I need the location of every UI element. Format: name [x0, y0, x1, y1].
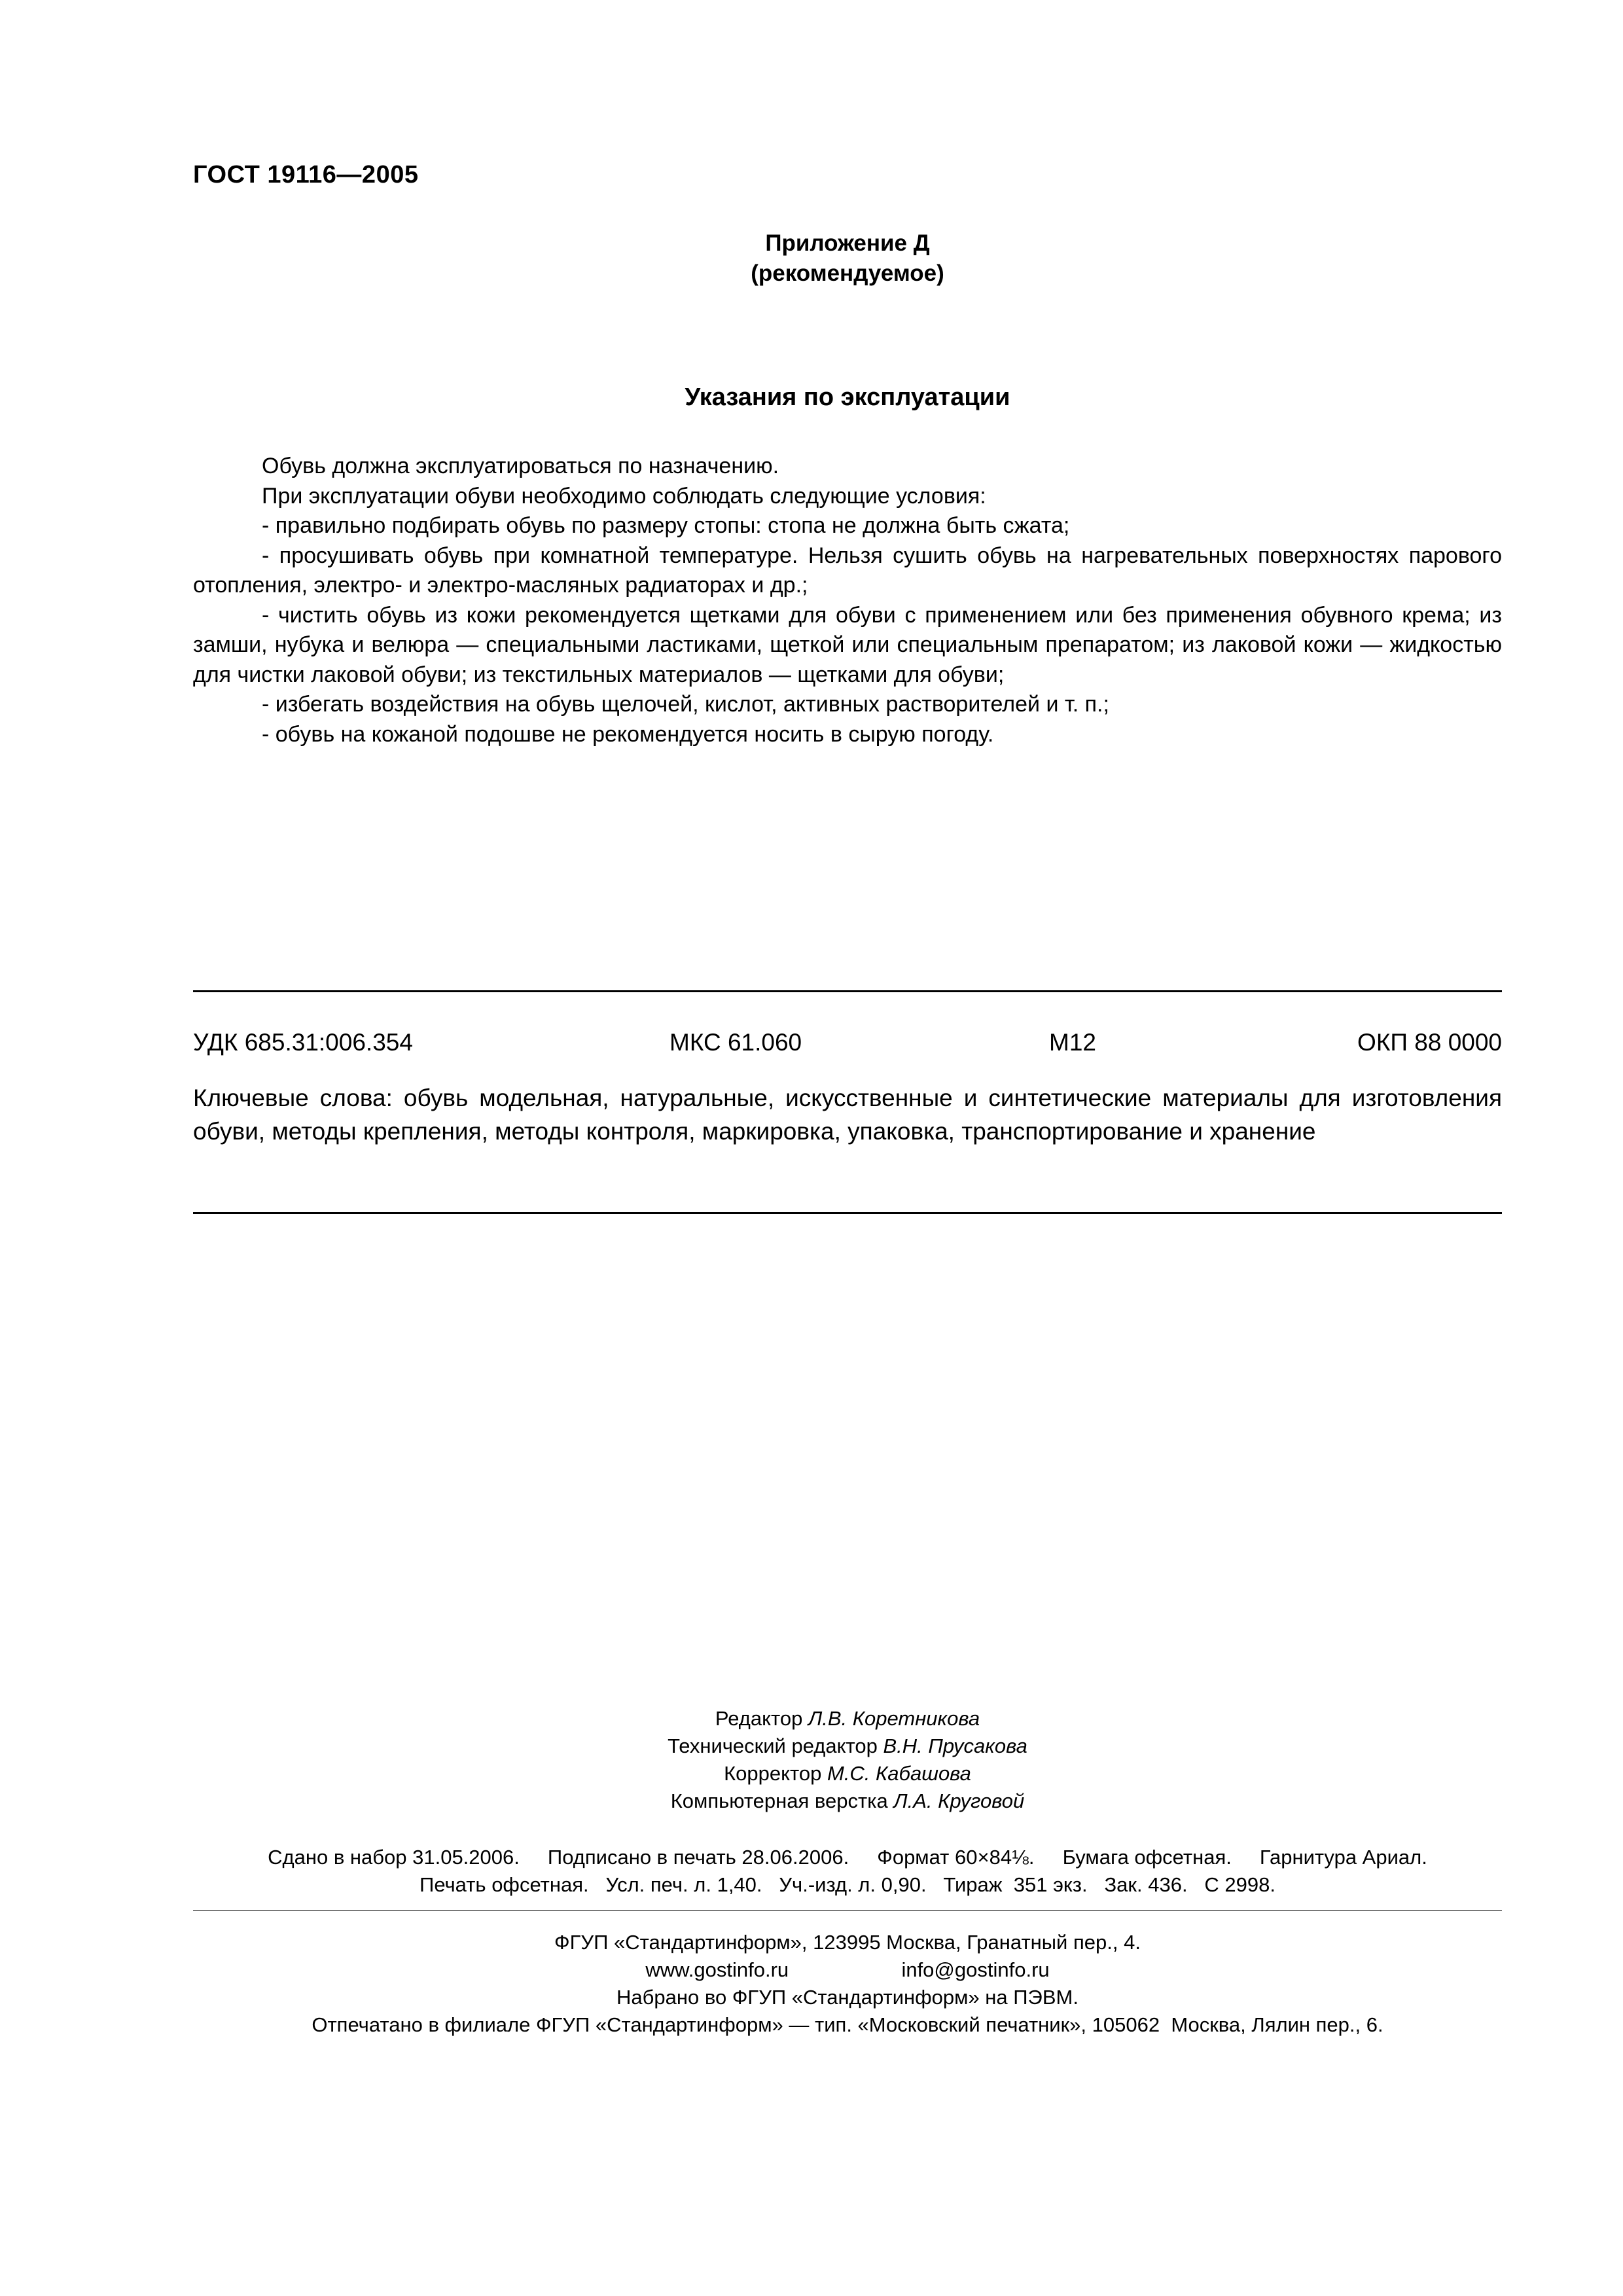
credit-role: Корректор: [724, 1762, 822, 1785]
credit-line: [193, 1789, 1502, 1813]
publisher-address: ФГУП «Стандартинформ», 123995 Москва, Гранатный пер., 4.: [554, 1931, 1141, 1954]
credit-role: Компьютерная верстка: [670, 1789, 888, 1812]
m-code: М12: [1049, 1029, 1096, 1056]
paragraph: При эксплуатации обуви необходимо соблюдать следующие условия:: [262, 483, 986, 509]
list-item: - избегать воздействия на обувь щелочей, кислот, активных растворителей и т. п.;: [262, 692, 1109, 717]
mks-code: МКС 61.060: [669, 1029, 802, 1056]
imprint-line-2: Печать офсетная. Усл. печ. л. 1,40. Уч.-изд. л. 0,90. Тираж 351 экз. Зак. 436. С 2998.: [419, 1873, 1275, 1896]
document-code: ГОСТ 19116—2005: [193, 161, 419, 188]
udk-code: УДК 685.31:006.354: [193, 1029, 413, 1056]
credit-role: Редактор: [715, 1707, 803, 1730]
credit-name: Л.В. Коретникова: [808, 1707, 980, 1730]
credit-name: М.С. Кабашова: [827, 1762, 971, 1785]
paragraph: Обувь должна эксплуатироваться по назначению.: [262, 454, 779, 478]
imprint-line-1: Сдано в набор 31.05.2006. Подписано в печать 28.06.2006. Формат 60×84⅛. Бумага офсетная. Гарнитура Ариал.: [268, 1846, 1427, 1869]
credit-line: [193, 1707, 1502, 1731]
credit-line: [193, 1762, 1502, 1785]
credit-name: Л.А. Круговой: [893, 1789, 1025, 1812]
credit-line: [193, 1734, 1502, 1758]
divider-imprint: [193, 1910, 1502, 1911]
typeset-note: Набрано во ФГУП «Стандартинформ» на ПЭВМ.: [616, 1986, 1079, 2009]
list-item: - просушивать обувь при комнатной температуре. Нельзя сушить обувь на нагревательных поверхностях парового отопления, электро- и электро-масляных радиаторах и др.;: [193, 543, 1502, 598]
classification-row: [193, 1029, 1502, 1062]
email-link[interactable]: info@gostinfo.ru: [901, 1958, 1050, 1981]
keywords: Ключевые слова: обувь модельная, натуральные, искусственные и синтетические материалы для изготовления обуви, методы крепления, методы контроля, маркировка, упаковка, транспортирование и хранение: [193, 1085, 1502, 1145]
appendix-subtitle: (рекомендуемое): [751, 260, 944, 286]
list-item: - чистить обувь из кожи рекомендуется щетками для обуви с применением или без применения обувного крема; из замши, нубука и велюра — специальными ластиками, щеткой или специальным препаратом; из лаковой кожи — жидкостью для чистки лаковой обуви; из текстильных материалов — щетками для обуви;: [193, 602, 1502, 687]
section-body: [193, 452, 1502, 749]
section-title: Указания по эксплуатации: [685, 384, 1010, 411]
divider-top: [193, 990, 1502, 992]
publisher-contacts: [193, 1958, 1502, 1982]
appendix-title: Приложение Д: [765, 230, 930, 256]
credit-role: Технический редактор: [668, 1734, 878, 1757]
list-item: - обувь на кожаной подошве не рекомендуется носить в сырую погоду.: [262, 721, 994, 747]
website-link[interactable]: www.gostinfo.ru: [645, 1958, 789, 1981]
credit-name: В.Н. Прусакова: [883, 1734, 1027, 1757]
okp-code: ОКП 88 0000: [1357, 1029, 1502, 1056]
printed-note: Отпечатано в филиале ФГУП «Стандартинформ» — тип. «Московский печатник», 105062 Москва, Лялин пер., 6.: [312, 2013, 1383, 2036]
list-item: - правильно подбирать обувь по размеру стопы: стопа не должна быть сжата;: [262, 513, 1070, 538]
divider-bottom: [193, 1212, 1502, 1214]
